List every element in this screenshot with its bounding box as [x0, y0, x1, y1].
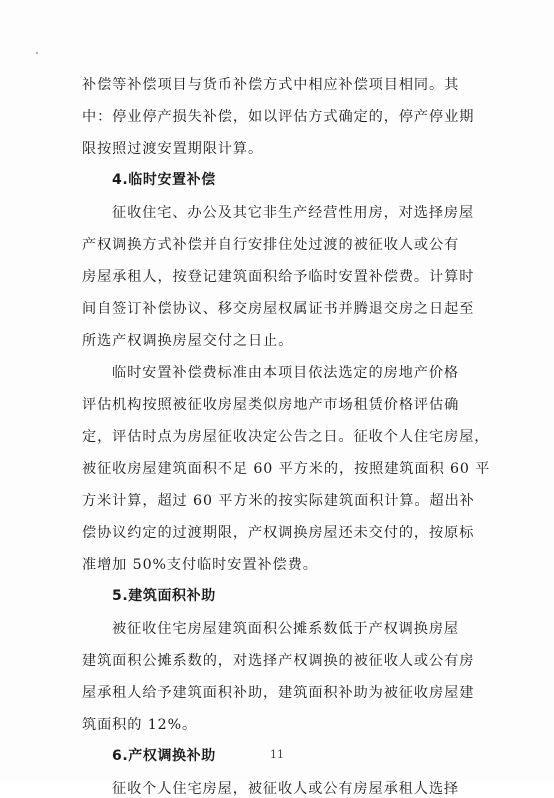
body-line: 被征收房屋建筑面积不足 60 平方米的，按照建筑面积 60 平	[82, 461, 491, 477]
section-heading-temporary-resettlement: 4.临时安置补偿	[112, 172, 216, 188]
body-line: 房屋承租人，按登记建筑面积给予临时安置补偿费。计算时	[82, 269, 475, 285]
body-line: 临时安置补偿费标准由本项目依法选定的房地产价格	[112, 365, 460, 381]
body-line: 中：停业停产损失补偿，如以评估方式确定的，停产停业期	[82, 109, 475, 125]
body-line: 被征收住宅房屋建筑面积公摊系数低于产权调换房屋	[112, 621, 460, 637]
body-line: 定，评估时点为房屋征收决定公告之日。征收个人住宅房屋，	[82, 429, 490, 445]
body-line: 限按照过渡安置期限计算。	[82, 141, 264, 157]
scan-speck	[36, 52, 38, 54]
body-line: 间自签订补偿协议、移交房屋权属证书并腾退交房之日起至	[82, 301, 475, 317]
body-line: 产权调换方式补偿并自行安排住处过渡的被征收人或公有	[82, 237, 460, 253]
body-line: 方米计算，超过 60 平方米的按实际建筑面积计算。超出补	[82, 493, 475, 509]
body-line: 建筑面积公摊系数的，对选择产权调换的被征收人或公有房	[82, 653, 475, 669]
body-line: 征收个人住宅房屋，被征收人或公有房屋承租人选择	[112, 781, 460, 797]
section-heading-property-exchange-subsidy: 6.产权调换补助	[112, 748, 216, 764]
body-line: 偿协议约定的过渡期限，产权调换房屋还未交付的，按原标	[82, 525, 475, 541]
body-line: 准增加 50%支付临时安置补偿费。	[82, 557, 318, 573]
body-line: 征收住宅、办公及其它非生产经营性用房，对选择房屋	[112, 205, 475, 221]
body-line: 筑面积的 12%。	[82, 717, 198, 733]
body-line: 补偿等补偿项目与货币补偿方式中相应补偿项目相同。其	[82, 77, 460, 93]
body-line: 所选产权调换房屋交付之日止。	[82, 333, 294, 349]
body-line: 屋承租人给予建筑面积补助，建筑面积补助为被征收房屋建	[82, 685, 475, 701]
section-heading-building-area-subsidy: 5.建筑面积补助	[112, 588, 216, 604]
page-number: 11	[270, 748, 284, 761]
body-line: 评估机构按照被征收房屋类似房地产市场租赁价格评估确	[82, 397, 460, 413]
